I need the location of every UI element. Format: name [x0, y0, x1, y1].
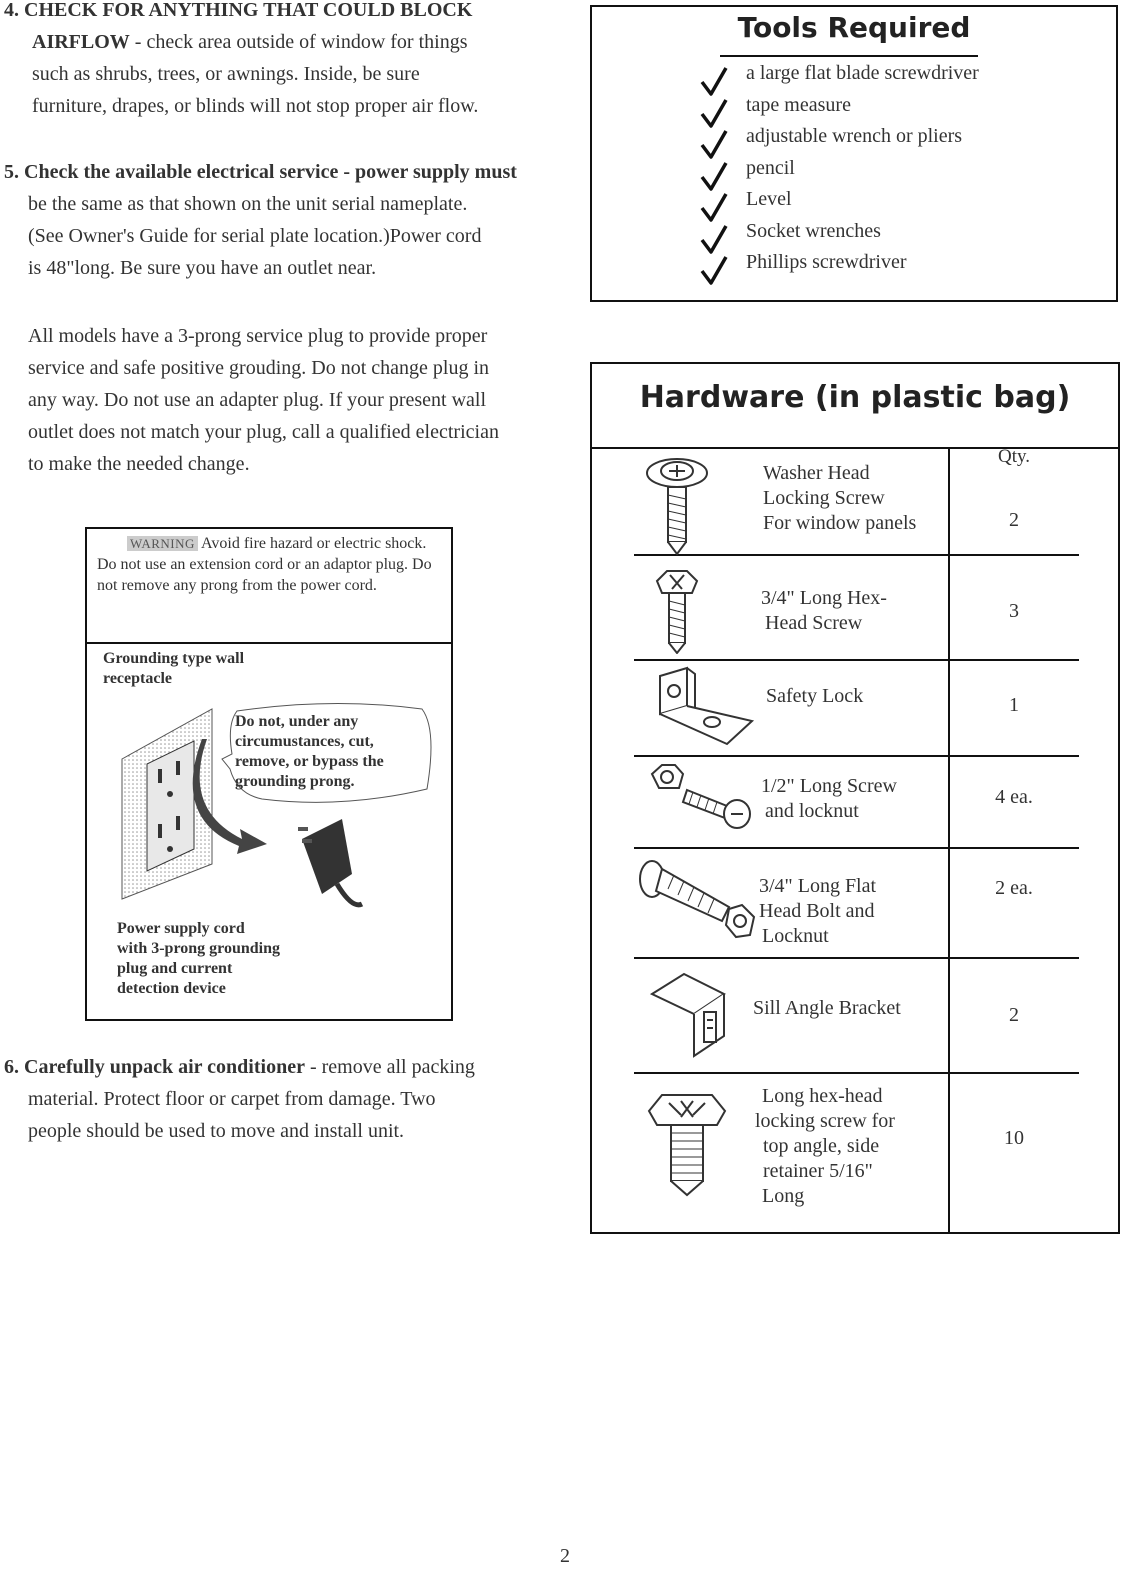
hardware-box	[590, 362, 1120, 1234]
flat-head-bolt-icon	[634, 857, 759, 947]
hardware-row-divider	[634, 847, 1079, 849]
checkmark-icon	[700, 129, 728, 159]
bubble-text-line: grounding prong.	[235, 773, 355, 790]
safety-lock-icon	[657, 666, 762, 748]
hardware-item-name-line: Long	[762, 1185, 805, 1207]
hardware-item-name-line: locking screw for	[755, 1110, 895, 1132]
hardware-item-name-line: and locknut	[765, 800, 859, 822]
checkmark-icon	[700, 161, 728, 191]
plug-paragraph-line: any way. Do not use an adapter plug. If your present wall	[28, 389, 487, 411]
step-4-body-first: - check area outside of window for things	[129, 31, 468, 53]
step-5	[4, 156, 564, 284]
warning-text-rest: shock. Do not use an extension cord or an adaptor plug. Do not remove any prong from the power cord.	[97, 535, 432, 594]
hardware-title: Hardware (in plastic bag)	[639, 380, 1071, 415]
hardware-row-divider	[634, 659, 1079, 661]
cord-label	[117, 919, 280, 999]
hardware-item-qty: 1	[1009, 694, 1019, 716]
warning-box	[85, 527, 453, 1021]
hardware-item-name-line: Locknut	[762, 925, 829, 947]
hardware-item-name-line: Head Screw	[765, 612, 863, 634]
hardware-item-name	[761, 586, 887, 636]
tool-item-label: adjustable wrench or pliers	[746, 125, 963, 147]
hardware-item-name-line: Long hex-head	[762, 1085, 883, 1107]
hardware-item-name	[753, 996, 901, 1021]
tool-item-label: Socket wrenches	[746, 220, 881, 242]
cord-label-line: detection device	[117, 980, 226, 997]
hardware-item-name-line: Safety Lock	[766, 685, 864, 707]
long-hex-locking-screw-icon	[647, 1089, 727, 1199]
screw-locknut-icon	[647, 762, 757, 832]
hardware-item-name	[763, 461, 916, 536]
tool-item-label: tape measure	[746, 94, 851, 116]
tool-item-label: pencil	[746, 157, 795, 179]
hardware-item-name-line: top angle, side	[763, 1135, 880, 1157]
step-6-body-line: material. Protect floor or carpet from damage. Two	[28, 1088, 436, 1110]
step-4-heading-cont: AIRFLOW	[32, 31, 130, 53]
step-5-heading: Check the available electrical service - power supply must	[24, 161, 517, 183]
cord-label-line: Power supply cord	[117, 920, 245, 937]
hardware-item-name	[755, 1084, 895, 1209]
warning-text-first: Avoid fire hazard or electric	[197, 535, 382, 552]
warning-text	[97, 533, 437, 596]
hardware-item-name-line: For window panels	[763, 512, 917, 534]
hardware-item-name	[761, 774, 897, 824]
hardware-row-divider	[634, 1072, 1079, 1074]
plug-body	[302, 819, 352, 894]
hardware-item-qty: 2	[1009, 509, 1019, 531]
bubble-text	[235, 712, 425, 792]
checkmark-icon	[700, 255, 728, 285]
plug-paragraph-line: All models have a 3-prong service plug to provide proper	[28, 325, 488, 347]
step-4	[4, 0, 564, 122]
step-4-body-line: such as shrubs, trees, or awnings. Inside, be sure	[32, 63, 420, 85]
step-4-body-line: furniture, drapes, or blinds will not stop proper air flow.	[32, 95, 479, 117]
step-4-number: 4.	[4, 0, 19, 21]
hardware-item-name-line: Head Bolt and	[759, 900, 875, 922]
bubble-text-line: Do not, under any	[235, 713, 359, 730]
plug-paragraph-line: service and safe positive grouding. Do not change plug in	[28, 357, 489, 379]
checkmark-icon	[700, 98, 728, 128]
step-6	[4, 1051, 564, 1147]
page-number: 2	[560, 1545, 570, 1567]
hardware-item-qty: 10	[1004, 1127, 1024, 1149]
receptacle-label-line: receptacle	[103, 670, 172, 687]
checkmark-icon	[700, 192, 728, 222]
tool-item-label: Phillips screwdriver	[746, 251, 907, 273]
bubble-text-line: remove, or bypass the	[235, 753, 384, 770]
checkmark-icon	[700, 224, 728, 254]
cord-label-line: with 3-prong grounding	[117, 940, 281, 957]
hardware-row-divider	[634, 957, 1079, 959]
bubble-text-line: circumustances, cut,	[235, 733, 374, 750]
sill-angle-bracket-icon	[649, 972, 739, 1060]
step-5-number: 5.	[4, 161, 19, 183]
hardware-item-name-line: 3/4" Long Hex-	[761, 587, 887, 609]
step-5-body-line: is 48"long. Be sure you have an outlet near.	[28, 257, 377, 279]
hardware-item-qty: 4 ea.	[995, 786, 1033, 808]
checkmark-icon	[700, 66, 728, 96]
tools-title-rule	[720, 55, 978, 57]
step-6-heading: Carefully unpack air conditioner	[24, 1056, 305, 1078]
tools-required-box	[590, 5, 1118, 302]
warning-label: WARNING	[127, 536, 198, 551]
cord-label-line: plug and current	[117, 960, 233, 977]
hardware-item-name-line: retainer 5/16"	[763, 1160, 873, 1182]
qty-header: Qty.	[997, 446, 1031, 467]
step-6-body-first: - remove all packing	[304, 1056, 475, 1078]
hardware-qty-column-rule	[948, 447, 950, 1234]
plug-paragraph-line: outlet does not match your plug, call a qualified electrician	[28, 421, 499, 443]
hardware-item-qty: 3	[1009, 600, 1019, 622]
step-5-body-line: be the same as that shown on the unit serial nameplate.	[28, 193, 468, 215]
plug-paragraph	[28, 320, 568, 480]
tool-item-label: a large flat blade screwdriver	[746, 62, 979, 84]
washer-head-screw-icon	[642, 457, 712, 557]
plug-paragraph-line: to make the needed change.	[28, 453, 250, 475]
tools-title: Tools Required	[737, 11, 971, 44]
step-6-number: 6.	[4, 1056, 19, 1078]
receptacle-label-line: Grounding type wall	[103, 650, 245, 667]
hardware-item-name-line: 1/2" Long Screw	[761, 775, 897, 797]
hardware-item-name-line: Locking Screw	[763, 487, 885, 509]
hex-head-screw-icon	[652, 569, 702, 654]
hardware-item-name-line: 3/4" Long Flat	[759, 875, 877, 897]
hardware-item-qty: 2	[1009, 1004, 1019, 1026]
receptacle-label	[103, 649, 244, 689]
step-4-heading: CHECK FOR ANYTHING THAT COULD BLOCK	[24, 0, 473, 21]
hardware-item-qty: 2 ea.	[995, 877, 1033, 899]
warning-divider	[87, 642, 451, 644]
hardware-item-name-line: Washer Head	[763, 462, 870, 484]
step-6-body-line: people should be used to move and install unit.	[28, 1120, 405, 1142]
step-5-body-line: (See Owner's Guide for serial plate location.)Power cord	[28, 225, 482, 247]
hardware-item-name	[759, 874, 876, 949]
tool-item-label: Level	[746, 188, 792, 210]
hardware-row-divider	[634, 755, 1079, 757]
hardware-item-name-line: Sill Angle Bracket	[753, 997, 901, 1019]
hardware-item-name	[766, 684, 863, 709]
